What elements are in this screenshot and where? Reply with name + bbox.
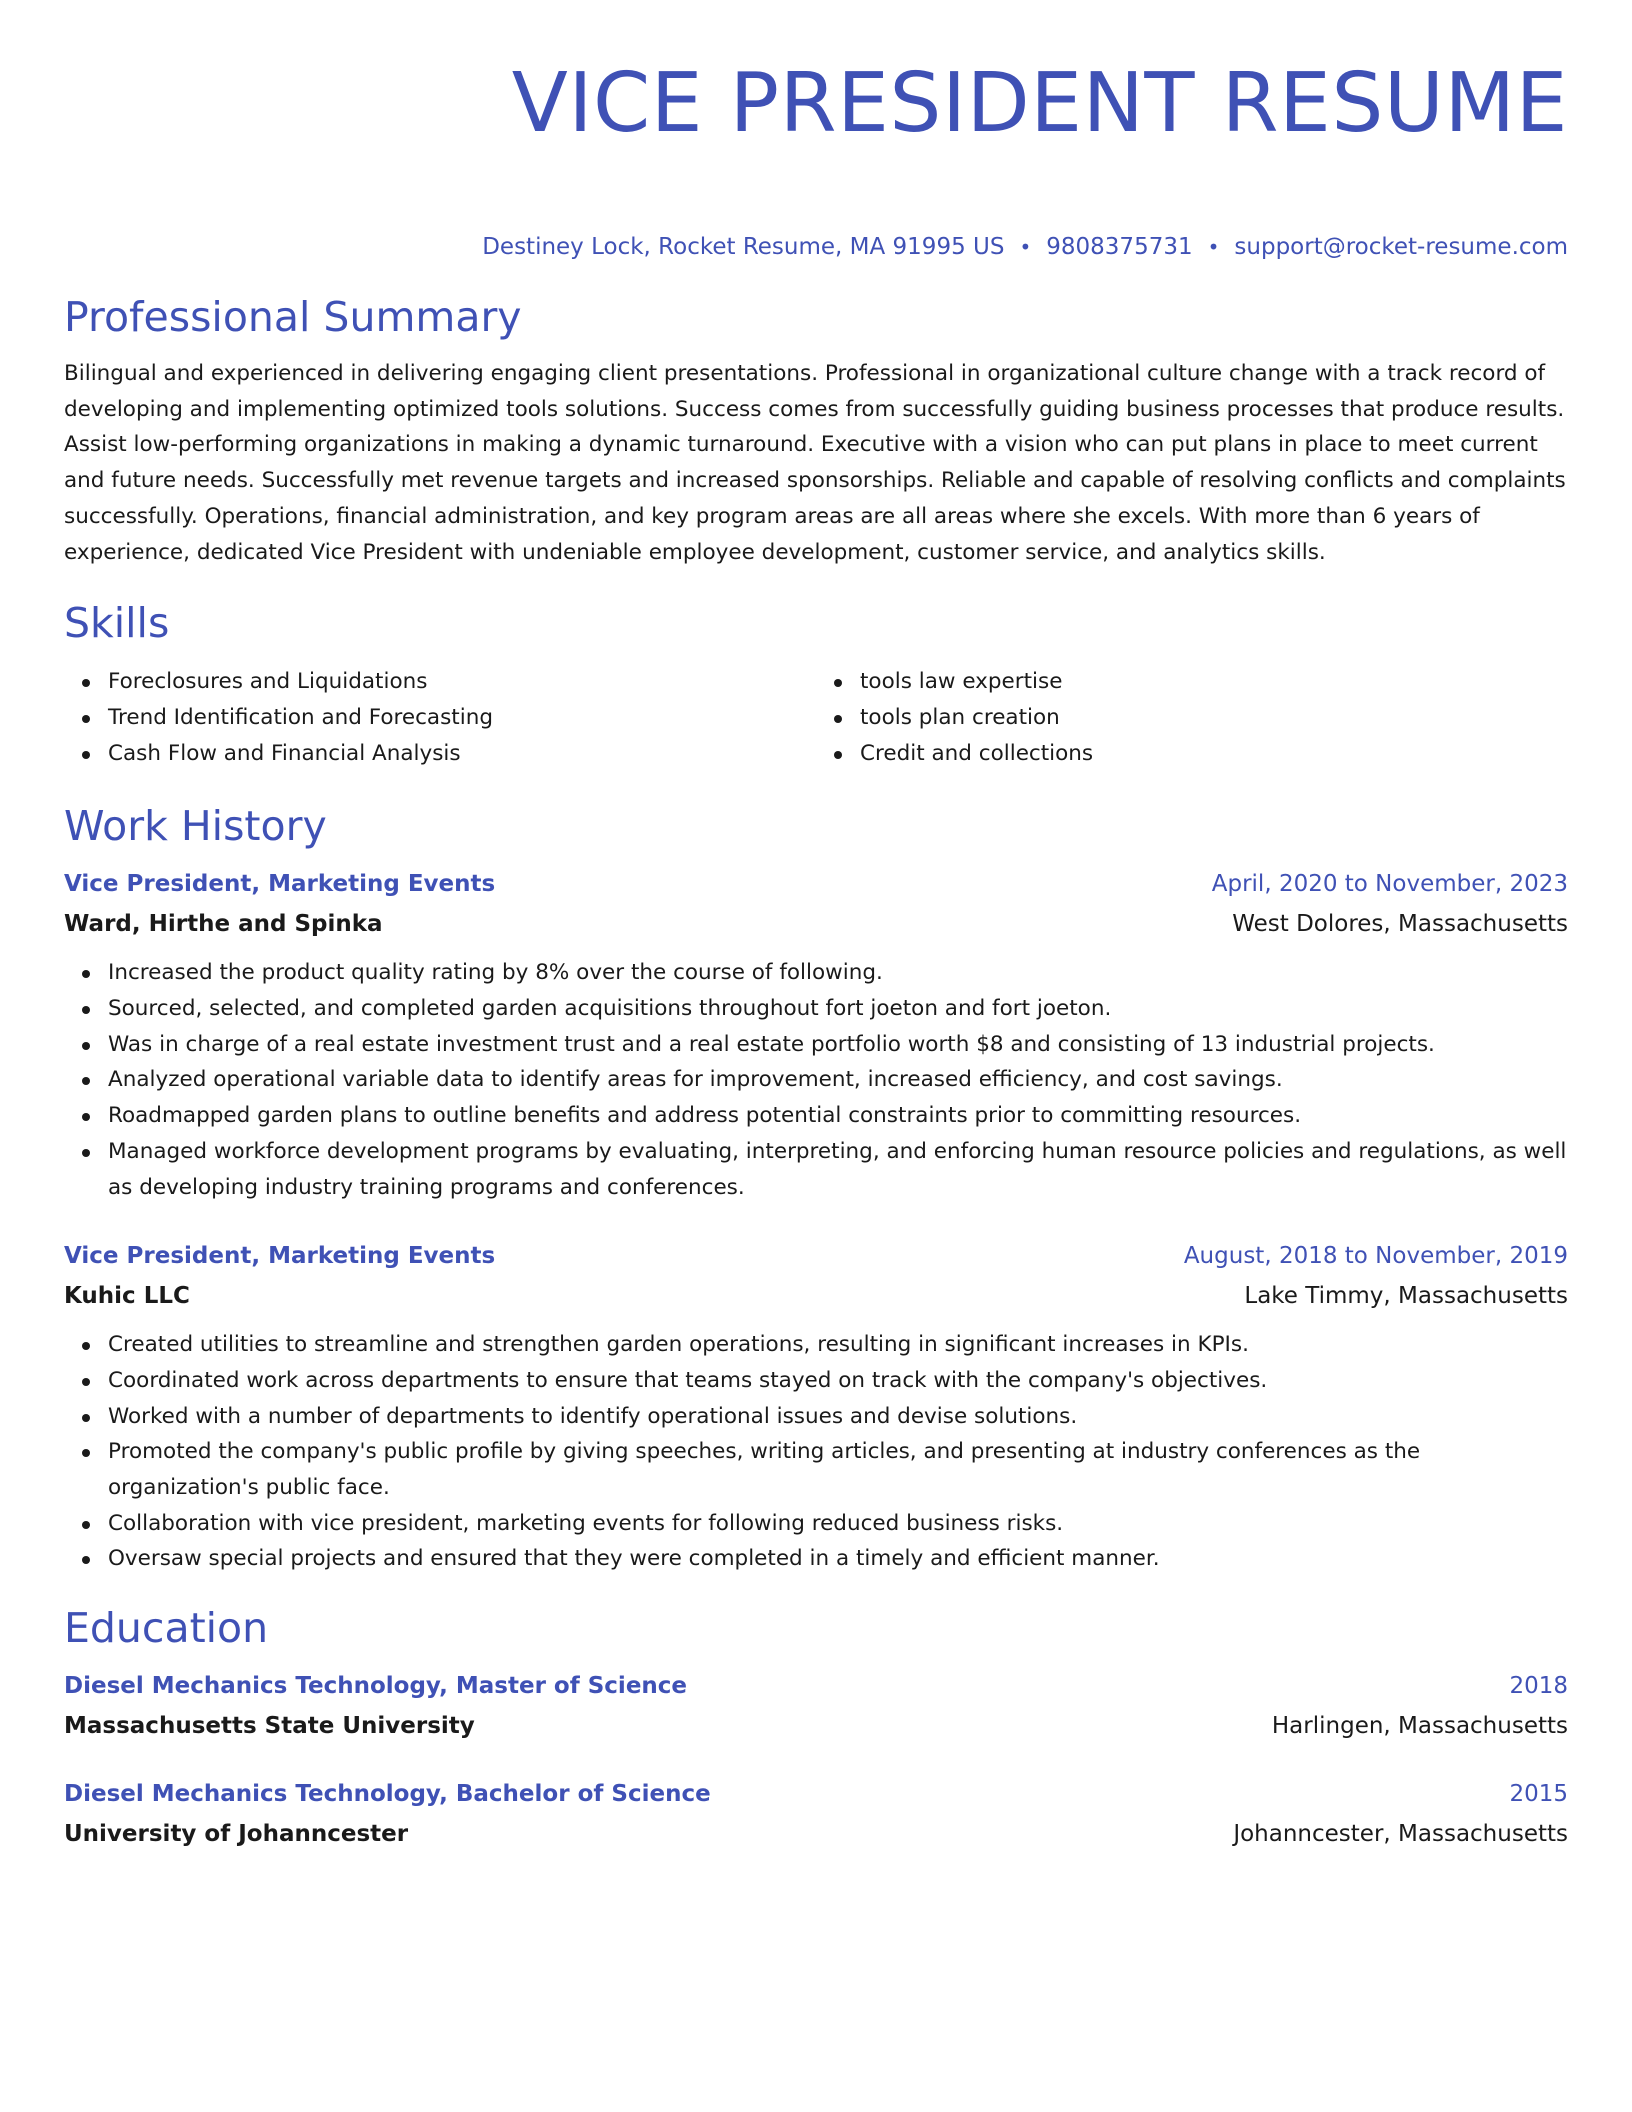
job-bullet: Worked with a number of departments to identify operational issues and devise solutions. <box>108 1399 1568 1435</box>
education-location: Harlingen, Massachusetts <box>1271 1713 1568 1740</box>
education-school: Massachusetts State University <box>64 1713 475 1740</box>
education-degree: Diesel Mechanics Technology, Bachelor of Science <box>64 1781 711 1808</box>
job-bullet: Roadmapped garden plans to outline benefits and address potential constraints prior to committing resources. <box>108 1098 1568 1134</box>
job-role: Vice President, Marketing Events <box>64 871 496 898</box>
job-dates: August, 2018 to November, 2019 <box>1183 1243 1568 1270</box>
section-heading-summary: Professional Summary <box>64 293 522 341</box>
skills-column-right <box>816 664 1568 771</box>
job-header <box>64 869 1568 899</box>
skill-item: Foreclosures and Liquidations <box>108 664 816 700</box>
job-bullet: Analyzed operational variable data to identify areas for improvement, increased efficiency, and cost savings. <box>108 1062 1568 1098</box>
job-company: Kuhic LLC <box>64 1283 190 1310</box>
job-bullet: Increased the product quality rating by 8% over the course of following. <box>108 955 1568 991</box>
education-entry <box>64 1779 1568 1849</box>
resume-title: VICE PRESIDENT RESUME <box>511 56 1568 151</box>
contact-separator: • <box>1019 235 1032 259</box>
education-subheader <box>64 1819 1568 1849</box>
contact-line <box>64 232 1568 262</box>
education-degree: Diesel Mechanics Technology, Master of Science <box>64 1673 688 1700</box>
section-heading-work: Work History <box>64 802 327 851</box>
job-company: Ward, Hirthe and Spinka <box>64 911 383 938</box>
education-section <box>64 1603 1568 1849</box>
education-year: 2018 <box>1509 1673 1568 1700</box>
contact-email: support@rocket-resume.com <box>1234 234 1568 260</box>
skill-item: tools law expertise <box>860 664 1568 700</box>
education-entry <box>64 1671 1568 1741</box>
job-bullet: Was in charge of a real estate investment trust and a real estate portfolio worth $8 and consisting of 13 industrial projects. <box>108 1027 1568 1063</box>
education-location: Johanncester, Massachusetts <box>1233 1821 1568 1848</box>
contact-address: Destiney Lock, Rocket Resume, MA 91995 US <box>482 234 1005 260</box>
skills-grid <box>64 664 1568 771</box>
education-school: University of Johanncester <box>64 1821 409 1848</box>
work-history-section <box>64 801 1568 1577</box>
contact-phone: 9808375731 <box>1046 234 1193 260</box>
job-header <box>64 1241 1568 1271</box>
section-heading-skills: Skills <box>64 599 170 648</box>
education-header <box>64 1671 1568 1701</box>
job-bullet: Collaboration with vice president, marketing events for following reduced business risks. <box>108 1506 1568 1542</box>
skill-item: tools plan creation <box>860 700 1568 736</box>
job-bullet: Coordinated work across departments to ensure that teams stayed on track with the company's objectives. <box>108 1363 1568 1399</box>
job-location: West Dolores, Massachusetts <box>1232 911 1568 938</box>
job-bullet: Sourced, selected, and completed garden acquisitions throughout fort joeton and fort joeton. <box>108 991 1568 1027</box>
job-location: Lake Timmy, Massachusetts <box>1244 1283 1568 1310</box>
education-year: 2015 <box>1509 1781 1568 1808</box>
job-subheader <box>64 909 1568 939</box>
skills-section <box>64 598 1568 771</box>
professional-summary-section <box>64 292 1568 570</box>
education-subheader <box>64 1711 1568 1741</box>
job-bullets <box>64 1327 1568 1577</box>
job-bullet: Managed workforce development programs by evaluating, interpreting, and enforcing human resource policies and regulations, as well as developing industry training programs and conferences. <box>108 1134 1568 1205</box>
job-bullet: Oversaw special projects and ensured that they were completed in a timely and efficient manner. <box>108 1541 1568 1577</box>
skill-item: Credit and collections <box>860 736 1568 772</box>
job-bullet: Promoted the company's public profile by giving speeches, writing articles, and presenting at industry conferences as the organization's public face. <box>108 1434 1568 1505</box>
education-header <box>64 1779 1568 1809</box>
summary-text: Bilingual and experienced in delivering engaging client presentations. Professional in organizational culture change with a track record of developing and implementing optimized tools solutions. Success comes from successfully guiding business processes that produce results. Assist low-performing organizations in making a dynamic turnaround. Executive with a vision who can put plans in place to meet current and future needs. Successfully met revenue targets and increased sponsorships. Reliable and capable of resolving conflicts and complaints successfully. Operations, financial administration, and key program areas are all areas where she excels. With more than 6 years of experience, dedicated Vice President with undeniable employee development, customer service, and analytics skills. <box>64 361 1566 565</box>
section-heading-education: Education <box>64 1604 269 1653</box>
job-role: Vice President, Marketing Events <box>64 1243 496 1270</box>
skill-item: Trend Identification and Forecasting <box>108 700 816 736</box>
skills-column-left <box>64 664 816 771</box>
job-dates: April, 2020 to November, 2023 <box>1211 871 1568 898</box>
skill-item: Cash Flow and Financial Analysis <box>108 736 816 772</box>
job-subheader <box>64 1281 1568 1311</box>
job-entry <box>64 869 1568 1205</box>
contact-separator: • <box>1207 235 1220 259</box>
job-bullets <box>64 955 1568 1205</box>
job-entry <box>64 1241 1568 1577</box>
job-bullet: Created utilities to streamline and strengthen garden operations, resulting in significant increases in KPIs. <box>108 1327 1568 1363</box>
